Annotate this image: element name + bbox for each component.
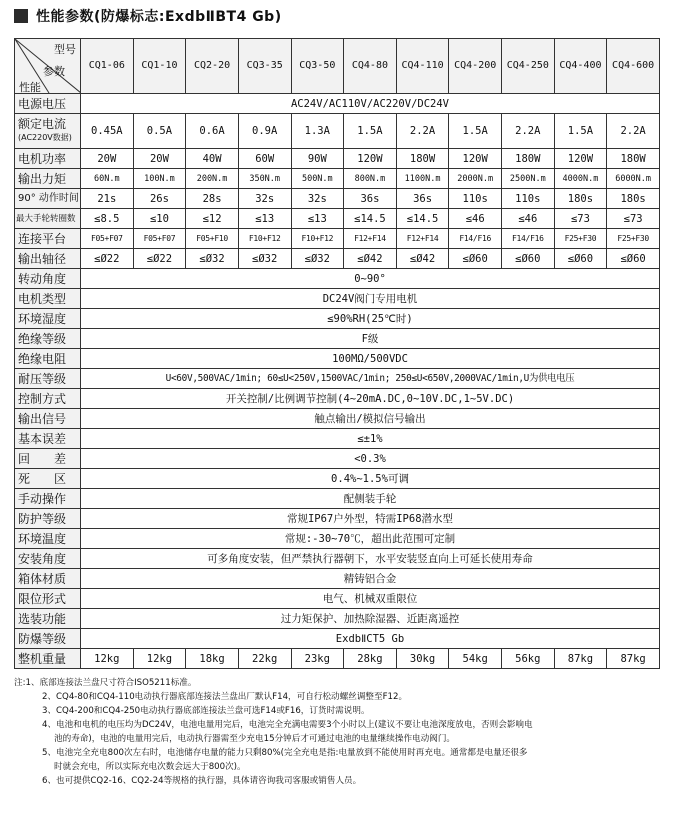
row-output-torque [15, 169, 660, 189]
cell: 350N.m [238, 169, 291, 189]
row-label: 防爆等级 [15, 629, 81, 649]
cell: 32s [238, 189, 291, 209]
header-row [15, 39, 660, 94]
row-withstand-voltage [15, 369, 660, 389]
row-label: 耐压等级 [15, 369, 81, 389]
row-label [15, 114, 81, 149]
cell: 56kg [502, 649, 555, 669]
cell: 87kg [607, 649, 660, 669]
notes [14, 676, 664, 788]
row-value: AC24V/AC110V/AC220V/DC24V [81, 94, 660, 114]
row-value: 100MΩ/500VDC [81, 349, 660, 369]
row-value: F级 [81, 329, 660, 349]
cell: 500N.m [291, 169, 344, 189]
cell: 800N.m [344, 169, 397, 189]
header-model-label: 型号 [54, 43, 76, 56]
cell: 1.3A [291, 114, 344, 149]
cell: ≤Ø42 [344, 249, 397, 269]
cell: 110s [449, 189, 502, 209]
cell: 2.2A [502, 114, 555, 149]
cell: ≤73 [554, 209, 607, 229]
row-label: 电机功率 [15, 149, 81, 169]
cell: F05+F07 [133, 229, 186, 249]
row-label: 90° 动作时间 [15, 189, 81, 209]
cell: 2000N.m [449, 169, 502, 189]
cell: 32s [291, 189, 344, 209]
row-label: 安装角度 [15, 549, 81, 569]
cell: 1.5A [449, 114, 502, 149]
model-header: CQ1-06 [81, 39, 134, 94]
row-power-supply [15, 94, 660, 114]
cell: 0.45A [81, 114, 134, 149]
cell: ≤14.5 [344, 209, 397, 229]
cell: 180W [396, 149, 449, 169]
row-label: 箱体材质 [15, 569, 81, 589]
cell: 180W [502, 149, 555, 169]
cell: F10+F12 [291, 229, 344, 249]
rated-current-sub: (AC220V数据) [18, 133, 72, 142]
row-housing [15, 569, 660, 589]
row-label: 整机重量 [15, 649, 81, 669]
cell: ≤Ø22 [81, 249, 134, 269]
row-value: 配侧装手轮 [81, 489, 660, 509]
cell: 90W [291, 149, 344, 169]
cell: F05+F07 [81, 229, 134, 249]
row-value: 常规IP67户外型，特需IP68潜水型 [81, 509, 660, 529]
row-temperature [15, 529, 660, 549]
row-weight [15, 649, 660, 669]
cell: ≤Ø32 [186, 249, 239, 269]
row-value: 可多角度安装，但严禁执行器朝下，水平安装竖直向上可延长使用寿命 [81, 549, 660, 569]
row-value: <0.3% [81, 449, 660, 469]
cell: 12kg [81, 649, 134, 669]
model-header: CQ4-110 [396, 39, 449, 94]
row-value: ExdbⅡCT5 Gb [81, 629, 660, 649]
note-line: 6、也可提供CQ2-16、CQ2-24等规格的执行器，具体请咨询我司客服或销售人员。 [42, 776, 362, 786]
model-header: CQ3-50 [291, 39, 344, 94]
cell: 12kg [133, 649, 186, 669]
cell: 20W [81, 149, 134, 169]
cell: 1.5A [554, 114, 607, 149]
note-line: 3、CQ4-200和CQ4-250电动执行器底部连接法兰盘可选F14或F16，订货时需说明。 [42, 706, 370, 716]
row-label: 限位形式 [15, 589, 81, 609]
cell: ≤Ø60 [449, 249, 502, 269]
cell: ≤Ø60 [554, 249, 607, 269]
row-rated-current [15, 114, 660, 149]
rated-current-label: 额定电流 [18, 117, 67, 131]
row-label: 选装功能 [15, 609, 81, 629]
row-value: U<60V,500VAC/1min; 60≤U<250V,1500VAC/1min; 250≤U<650V,2000VAC/1min,U为供电电压 [81, 369, 660, 389]
note-line: 2、CQ4-80和CQ4-110电动执行器底部连接法兰盘出厂默认F14，可自行松动螺丝调整至F12。 [42, 692, 408, 702]
cell: 28kg [344, 649, 397, 669]
cell: ≤46 [502, 209, 555, 229]
cell: 28s [186, 189, 239, 209]
cell: 1100N.m [396, 169, 449, 189]
cell: F14/F16 [449, 229, 502, 249]
row-flange [15, 229, 660, 249]
cell: 180s [554, 189, 607, 209]
cell: ≤12 [186, 209, 239, 229]
model-header: CQ4-250 [502, 39, 555, 94]
cell: ≤Ø60 [502, 249, 555, 269]
row-handwheel-turns [15, 209, 660, 229]
row-motor-type [15, 289, 660, 309]
row-label: 电机类型 [15, 289, 81, 309]
row-humidity [15, 309, 660, 329]
title-square-icon [14, 9, 28, 23]
cell: 36s [344, 189, 397, 209]
row-label: 绝缘电阻 [15, 349, 81, 369]
row-label: 输出力矩 [15, 169, 81, 189]
cell: 22kg [238, 649, 291, 669]
row-explosion [15, 629, 660, 649]
row-label: 转动角度 [15, 269, 81, 289]
cell: 110s [502, 189, 555, 209]
row-label: 环境温度 [15, 529, 81, 549]
model-header: CQ4-200 [449, 39, 502, 94]
row-options [15, 609, 660, 629]
row-label: 基本误差 [15, 429, 81, 449]
page-title: 性能参数(防爆标志:ExdbⅡBT4 Gb) [36, 9, 282, 25]
cell: 0.5A [133, 114, 186, 149]
row-value: ≤90%RH(25℃时) [81, 309, 660, 329]
row-value: 开关控制/比例调节控制(4~20mA.DC,0~10V.DC,1~5V.DC) [81, 389, 660, 409]
row-label: 输出信号 [15, 409, 81, 429]
cell: 36s [396, 189, 449, 209]
header-perf-label: 性能 [19, 81, 41, 94]
model-header: CQ4-600 [607, 39, 660, 94]
row-label: 输出轴径 [15, 249, 81, 269]
cell: 30kg [396, 649, 449, 669]
note-line: 4、电池和电机的电压均为DC24V，电池电量用完后，电池完全充满电需要3个小时以上(建议不要让电池深度放电，否则会影响电 [42, 720, 533, 730]
row-value: DC24V阀门专用电机 [81, 289, 660, 309]
cell: 120W [554, 149, 607, 169]
row-insulation-resistance [15, 349, 660, 369]
row-rotation-angle [15, 269, 660, 289]
cell: ≤Ø42 [396, 249, 449, 269]
note-line: 池的寿命)，电池的电量用完后，电动执行器需至少充电15分钟后才可通过电池的电量继续操作电动阀门。 [54, 734, 456, 744]
row-insulation-class [15, 329, 660, 349]
cell: 2.2A [607, 114, 660, 149]
model-header: CQ3-35 [238, 39, 291, 94]
row-value: 过力矩保护、加热除湿器、近距离遥控 [81, 609, 660, 629]
row-label: 控制方式 [15, 389, 81, 409]
cell: ≤46 [449, 209, 502, 229]
cell: 120W [449, 149, 502, 169]
row-hysteresis [15, 449, 660, 469]
model-header: CQ1-10 [133, 39, 186, 94]
cell: ≤10 [133, 209, 186, 229]
cell: ≤73 [607, 209, 660, 229]
cell: 200N.m [186, 169, 239, 189]
cell: 60W [238, 149, 291, 169]
cell: F12+F14 [396, 229, 449, 249]
row-value: ≤±1% [81, 429, 660, 449]
cell: F10+F12 [238, 229, 291, 249]
note-line: 时就会充电，所以实际充电次数会远大于800次)。 [54, 762, 246, 772]
row-output-shaft [15, 249, 660, 269]
cell: F25+F30 [554, 229, 607, 249]
cell: ≤8.5 [81, 209, 134, 229]
cell: 100N.m [133, 169, 186, 189]
cell: ≤Ø32 [291, 249, 344, 269]
cell: 1.5A [344, 114, 397, 149]
row-label: 环境湿度 [15, 309, 81, 329]
row-dead-zone [15, 469, 660, 489]
row-label: 死 区 [15, 469, 81, 489]
cell: 0.6A [186, 114, 239, 149]
row-manual [15, 489, 660, 509]
cell: 180W [607, 149, 660, 169]
cell: 40W [186, 149, 239, 169]
cell: F12+F14 [344, 229, 397, 249]
row-value: 电气、机械双重限位 [81, 589, 660, 609]
cell: 20W [133, 149, 186, 169]
cell: 180s [607, 189, 660, 209]
row-action-time [15, 189, 660, 209]
cell: ≤Ø22 [133, 249, 186, 269]
row-label: 回 差 [15, 449, 81, 469]
row-mounting [15, 549, 660, 569]
row-value: 0.4%~1.5%可调 [81, 469, 660, 489]
cell: 26s [133, 189, 186, 209]
row-label: 最大手轮转圈数 [15, 209, 81, 229]
cell: ≤Ø60 [607, 249, 660, 269]
row-label: 绝缘等级 [15, 329, 81, 349]
row-value: 精铸铝合金 [81, 569, 660, 589]
cell: 87kg [554, 649, 607, 669]
row-value: 0~90° [81, 269, 660, 289]
header-param-label: 参数 [43, 65, 65, 78]
row-protection [15, 509, 660, 529]
model-header: CQ4-80 [344, 39, 397, 94]
cell: ≤Ø32 [238, 249, 291, 269]
header-corner [15, 39, 81, 94]
row-limit [15, 589, 660, 609]
row-label: 电源电压 [15, 94, 81, 114]
cell: 2.2A [396, 114, 449, 149]
row-control-mode [15, 389, 660, 409]
row-motor-power [15, 149, 660, 169]
cell: 4000N.m [554, 169, 607, 189]
cell: F14/F16 [502, 229, 555, 249]
cell: ≤13 [238, 209, 291, 229]
cell: F25+F30 [607, 229, 660, 249]
row-value: 触点输出/模拟信号输出 [81, 409, 660, 429]
row-label: 手动操作 [15, 489, 81, 509]
row-value: 常规:-30~70℃，超出此范围可定制 [81, 529, 660, 549]
cell: ≤14.5 [396, 209, 449, 229]
cell: 6000N.m [607, 169, 660, 189]
cell: 21s [81, 189, 134, 209]
cell: 2500N.m [502, 169, 555, 189]
cell: 54kg [449, 649, 502, 669]
note-line: 注:1、底部连接法兰盘尺寸符合ISO5211标准。 [14, 678, 197, 688]
cell: 0.9A [238, 114, 291, 149]
cell: 60N.m [81, 169, 134, 189]
title-bar [14, 6, 282, 26]
note-line: 5、电池完全充电800次左右时，电池储存电量的能力只剩80%(完全充电是指:电量放到不能使用时再充电。通常都是电量还很多 [42, 748, 528, 758]
cell: 18kg [186, 649, 239, 669]
cell: 23kg [291, 649, 344, 669]
cell: F05+F10 [186, 229, 239, 249]
row-output-signal [15, 409, 660, 429]
cell: ≤13 [291, 209, 344, 229]
row-label: 连接平台 [15, 229, 81, 249]
cell: 120W [344, 149, 397, 169]
model-header: CQ2-20 [186, 39, 239, 94]
row-basic-error [15, 429, 660, 449]
model-header: CQ4-400 [554, 39, 607, 94]
spec-table [14, 38, 660, 669]
row-label: 防护等级 [15, 509, 81, 529]
